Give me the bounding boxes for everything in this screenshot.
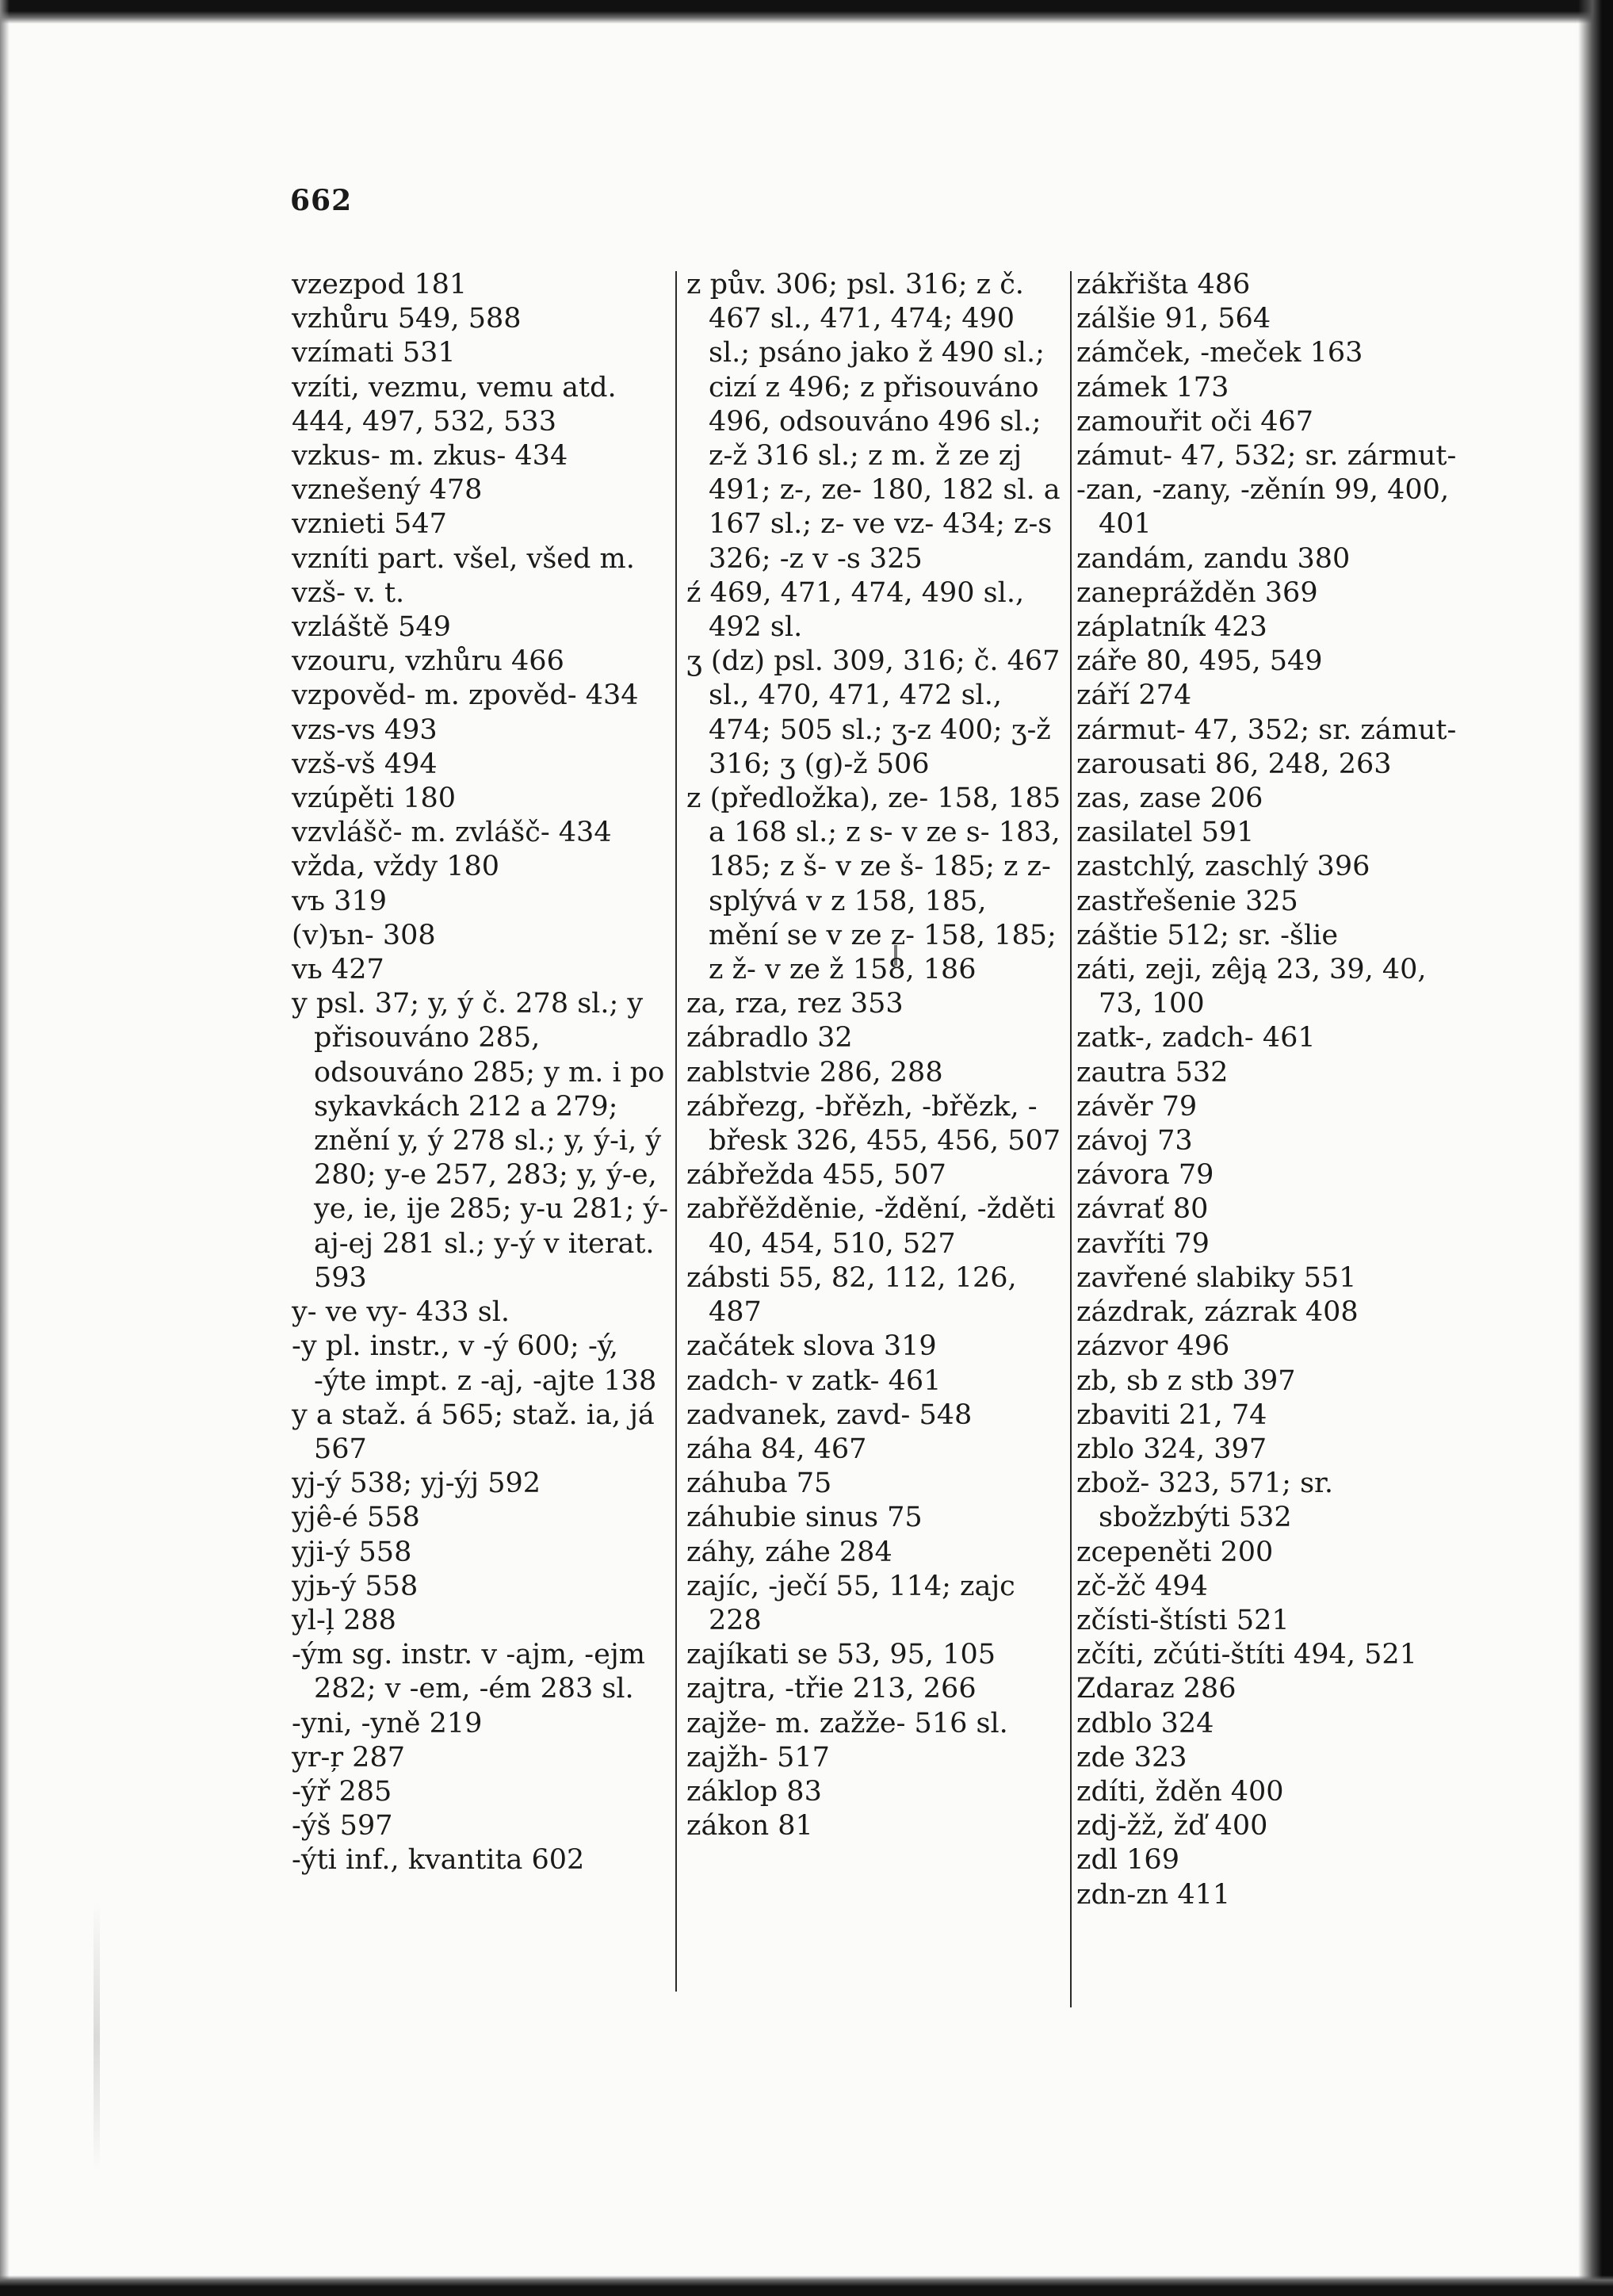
index-entry: záhuba 75	[686, 1468, 832, 1500]
index-entry: vzezpod 181	[292, 269, 468, 300]
index-entry: závora 79	[1076, 1159, 1214, 1192]
index-entry: zármut- 47, 352; sr. zámut-	[1076, 714, 1457, 746]
index-entry: -ýř 285	[292, 1775, 392, 1808]
index-entry: zdl 169	[1076, 1844, 1179, 1877]
index-entry: zámek 173	[1076, 371, 1229, 404]
index-entry: vznešený 478	[292, 474, 483, 507]
index-entry: zajtra, -třie 213, 266	[686, 1673, 977, 1705]
index-entry: zadvanek, zavd- 548	[686, 1399, 973, 1431]
index-entry: zavřené slabiky 551	[1076, 1261, 1357, 1294]
index-entry: zblo 324, 397	[1076, 1433, 1267, 1465]
index-entry: září 274	[1076, 679, 1192, 712]
index-entry: y a staž. á 565; staž. ia, já 567	[292, 1399, 655, 1465]
index-entry: ʒ (dz) psl. 309, 316; č. 467 sl., 470, 471, 472 sl., 474; 505 sl.; ʒ-z 400; ʒ-ž 316; ʒ (g)-ž 506	[686, 645, 1061, 780]
index-entry: vzúpěti 180	[292, 783, 457, 815]
index-entry: zas, zase 206	[1076, 783, 1263, 815]
index-entry: (v)ъn- 308	[292, 919, 436, 951]
index-entry: záti, zeji, zêją 23, 39, 40, 73, 100	[1076, 954, 1427, 1020]
index-entry: zčíti, zčúti-štíti 494, 521	[1076, 1639, 1417, 1671]
index-entry: zajžh- 517	[686, 1741, 830, 1774]
index-entry: zamouřit oči 467	[1076, 405, 1314, 438]
index-entry: vzímati 531	[292, 337, 456, 369]
index-entry: zákon 81	[686, 1810, 813, 1843]
column-divider-1	[675, 271, 677, 1992]
index-entry: -ým sg. instr. v -ajm, -ejm 282; v -em, -ém 283 sl.	[292, 1639, 645, 1705]
index-entry: -zan, -zany, -zěnín 99, 400, 401	[1076, 474, 1450, 541]
index-entry: zábřežda 455, 507	[686, 1159, 946, 1192]
index-entry: vzouru, vzhůru 466	[292, 645, 564, 678]
index-entry: zabřěžděnie, -ždění, -žděti 40, 454, 510, 527	[686, 1193, 1056, 1260]
index-entry: zákřišta 486	[1076, 269, 1251, 300]
index-entry: začátek slova 319	[686, 1330, 937, 1363]
index-entry: y psl. 37; y, ý č. 278 sl.; y přisouváno 285, odsouváno 285; y m. i po sykavkách 212 a 279; znění y, ý 278 sl.; y, ý-i, ý 280; y-e 257, 283; y, ý-e, ye, ie, ije 285; y-u 281; ý-aj-ej 281 sl.; y-ý v iterat. 593	[292, 988, 669, 1294]
column-divider-2	[1070, 271, 1072, 2007]
index-entry: zábsti 55, 82, 112, 126, 487	[686, 1261, 1017, 1329]
index-entry: zarousati 86, 248, 263	[1076, 748, 1392, 780]
index-entry: zajže- m. zažže- 516 sl.	[686, 1707, 1008, 1739]
index-entry: zdblo 324	[1076, 1707, 1214, 1739]
index-entry: vzníti part. všel, všed m.	[292, 542, 635, 575]
index-entry: zdj-žž, žď 400	[1076, 1810, 1268, 1843]
index-entry: -ýti inf., kvantita 602	[292, 1844, 585, 1877]
index-entry: zámček, -meček 163	[1076, 337, 1363, 369]
page-number: 662	[290, 184, 353, 217]
scan-edge-bottom	[0, 2275, 1613, 2296]
index-entry: zdn-zn 411	[1076, 1878, 1231, 1911]
index-entry: záhubie sinus 75	[686, 1502, 923, 1534]
index-entry: záha 84, 467	[686, 1433, 867, 1465]
index-entry: yjê-é 558	[292, 1502, 420, 1534]
index-entry: yr-ŗ 287	[292, 1741, 405, 1774]
index-entry: záplatník 423	[1076, 611, 1267, 644]
index-entry: z (předložka), ze- 158, 185 a 168 sl.; z s- v ze s- 183, 185; z š- v ze š- 185; z z- splývá v z 158, 185, mění se v ze z- 158, 185; z ž- v ze ž 158, 186	[686, 783, 1061, 986]
index-entry: zcepeněti 200	[1076, 1536, 1274, 1568]
index-entry: yl-ļ 288	[292, 1604, 396, 1636]
index-entry: záhy, záhe 284	[686, 1536, 893, 1568]
index-entry: vzláště 549	[292, 611, 451, 644]
index-entry: vzpověd- m. zpověd- 434	[292, 679, 639, 712]
index-entry: zbož- 323, 571; sr. sbožzbýti 532	[1076, 1468, 1334, 1534]
index-entry: zčísti-štísti 521	[1076, 1604, 1290, 1636]
index-entry: vzš- v. t.	[292, 576, 405, 609]
index-column-2	[686, 268, 1063, 1843]
index-entry: závěr 79	[1076, 1090, 1198, 1123]
index-entry: yjь-ý 558	[292, 1570, 419, 1602]
index-entry: -y pl. instr., v -ý 600; -ý, -ýte impt. z -aj, -ajte 138	[292, 1330, 657, 1397]
index-entry: závoj 73	[1076, 1125, 1193, 1158]
index-entry: vzkus- m. zkus- 434	[292, 440, 568, 473]
index-entry: vžda, vždy 180	[292, 851, 500, 883]
index-entry: ź 469, 471, 474, 490 sl., 492 sl.	[686, 576, 1025, 644]
index-entry: zb, sb z stb 397	[1076, 1364, 1296, 1397]
index-entry: zautra 532	[1076, 1056, 1229, 1089]
index-entry: záře 80, 495, 549	[1076, 645, 1323, 678]
index-entry: zandám, zandu 380	[1076, 542, 1351, 575]
index-entry: zatk-, zadch- 461	[1076, 1022, 1316, 1054]
index-entry: 444, 497, 532, 533	[292, 405, 556, 438]
index-entry: zaneprážděn 369	[1076, 576, 1318, 609]
scan-edge-left	[0, 0, 10, 2296]
index-entry: zde 323	[1076, 1741, 1187, 1774]
index-entry: zastřešenie 325	[1076, 885, 1298, 917]
index-entry: záklop 83	[686, 1775, 822, 1808]
index-entry: zablstvie 286, 288	[686, 1056, 943, 1089]
index-entry: zámut- 47, 532; sr. zármut-	[1076, 440, 1457, 473]
index-entry: z pův. 306; psl. 316; z č. 467 sl., 471, 474; 490 sl.; psáno jako ž 490 sl.; cizí z 496; z přisouváno 496, odsouváno 496 sl.; z-ž 316 sl.; z m. ž ze zj 491; z-, ze- 180, 182 sl. a 167 sl.; z- ve vz- 434; z-s 326; -z v -s 325	[686, 269, 1061, 575]
index-entry: vzvlášč- m. zvlášč- 434	[292, 817, 612, 849]
index-entry: y- ve vy- 433 sl.	[292, 1296, 510, 1329]
scan-smudge	[94, 1903, 100, 2172]
index-entry: vzíti, vezmu, vemu atd.	[292, 371, 617, 404]
index-entry: za, rza, rez 353	[686, 988, 904, 1020]
index-entry: zč-žč 494	[1076, 1570, 1208, 1602]
scan-edge-right	[1578, 0, 1613, 2296]
index-entry: zadch- v zatk- 461	[686, 1364, 942, 1397]
index-entry: zbaviti 21, 74	[1076, 1399, 1267, 1431]
index-entry: vь 427	[292, 954, 384, 986]
index-entry: vzhůru 549, 588	[292, 303, 522, 335]
index-column-1	[292, 268, 672, 1878]
index-entry: zálšie 91, 564	[1076, 303, 1271, 335]
scan-edge-top	[0, 0, 1613, 24]
index-entry: závrať 80	[1076, 1193, 1209, 1226]
index-entry: zázdrak, zázrak 408	[1076, 1296, 1359, 1329]
index-entry: zajíkati se 53, 95, 105	[686, 1639, 996, 1671]
index-column-3	[1076, 268, 1465, 1912]
index-entry: vzš-vš 494	[292, 748, 438, 780]
index-entry: Zdaraz 286	[1076, 1673, 1237, 1705]
index-entry: vznieti 547	[292, 508, 447, 541]
index-entry: zábradlo 32	[686, 1022, 853, 1054]
index-entry: vzs-vs 493	[292, 714, 438, 746]
index-entry: zasilatel 591	[1076, 817, 1255, 849]
index-entry: záštie 512; sr. -šlie	[1076, 919, 1339, 951]
index-entry: zázvor 496	[1076, 1330, 1230, 1363]
index-entry: zavříti 79	[1076, 1227, 1210, 1260]
index-entry: -ýš 597	[292, 1810, 393, 1843]
index-entry: vъ 319	[292, 885, 387, 917]
index-entry: zajíc, -ječí 55, 114; zajc 228	[686, 1570, 1015, 1636]
index-entry: zdíti, žděn 400	[1076, 1775, 1284, 1808]
index-entry: -yni, -yně 219	[292, 1707, 483, 1739]
index-entry: yji-ý 558	[292, 1536, 412, 1568]
index-entry: zábřezg, -břězh, -břězk, -břesk 326, 455, 456, 507	[686, 1090, 1061, 1158]
index-entry: zastchlý, zaschlý 396	[1076, 851, 1370, 883]
index-entry: yj-ý 538; yj-ýj 592	[292, 1468, 541, 1500]
